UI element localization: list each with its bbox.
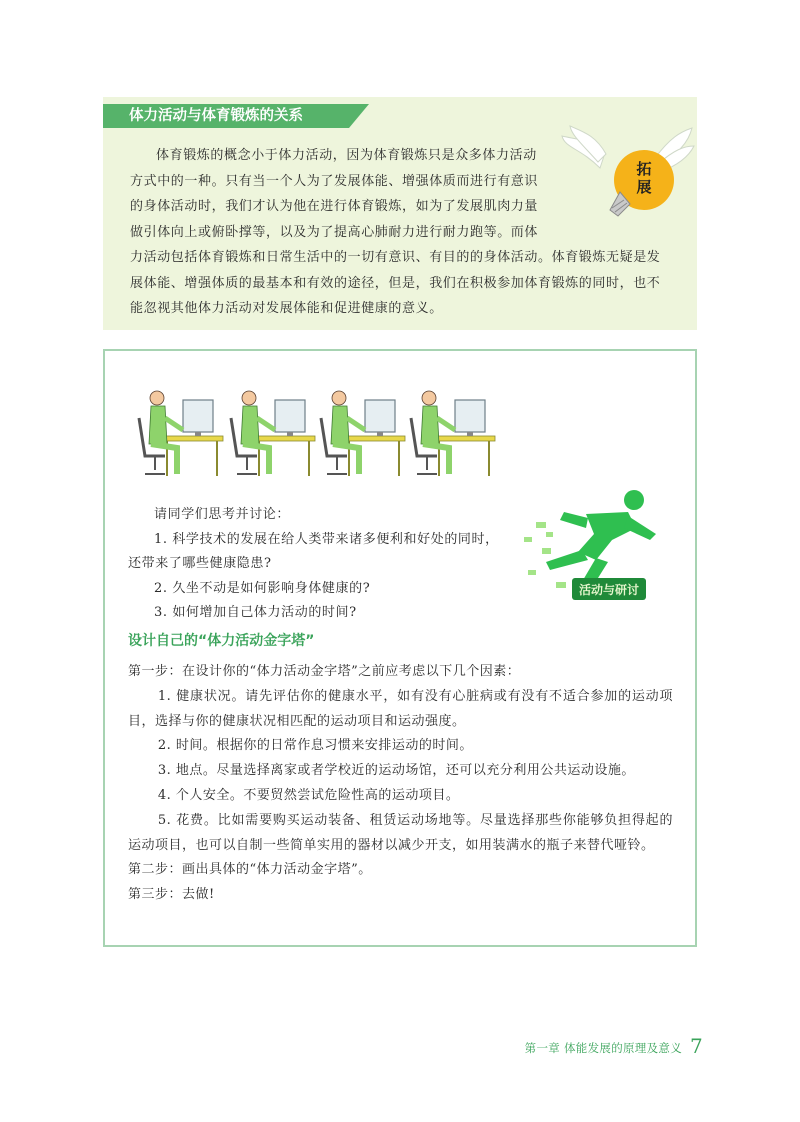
extension-badge-text: 拓展 — [636, 160, 652, 196]
extension-line: 方式中的一种。只有当一个人为了发展体能、增强体质而进行有意识 — [130, 173, 539, 189]
factor-safety: 4. 个人安全。不要贸然尝试危险性高的运动项目。 — [157, 787, 460, 803]
sedentary-workers-illustration — [131, 378, 506, 483]
step-1: 第一步：在设计你的“体力活动金字塔”之前应考虑以下几个因素： — [128, 664, 521, 679]
extension-line: 体育锻炼的概念小于体力活动，因为体育锻炼只是众多体力活动 — [156, 148, 537, 163]
factor-location: 3. 地点。尽量选择离家或者学校近的运动场馆，还可以充分利用公共运动设施。 — [157, 763, 635, 779]
extension-line: 力活动包括体育锻炼和日常生活中的一切有意识、有目的的身体活动。体育锻炼无疑是发 — [130, 250, 661, 265]
extension-line: 展体能、增强体质的最基本和有效的途径，但是，我们在积极参加体育锻炼的同时，也不 — [130, 275, 661, 291]
extension-title: 体力活动与体育锻炼的关系 — [103, 104, 349, 128]
activity-badge-text: 活动与研讨 — [578, 583, 640, 597]
extension-title-tail — [349, 104, 369, 128]
factor-cost: 5. 花费。比如需要购买运动装备、租赁运动场地等。尽量选择那些你能够负担得起的运动项目，也可以自制一些简单实用的器材以减少开支，如用装满水的瓶子来替代哑铃。 — [128, 812, 673, 853]
question-1b: 还带来了哪些健康隐患? — [128, 556, 272, 571]
extension-line: 的身体活动时，我们才认为他在进行体育锻炼，如为了发展肌肉力量 — [130, 199, 539, 214]
chapter-footer: 第一章 体能发展的原理及意义 — [524, 1041, 682, 1055]
extension-line: 做引体向上或俯卧撑等，以及为了提高心肺耐力进行耐力跑等。而体 — [130, 224, 539, 240]
lightbulb-badge-icon — [560, 118, 695, 228]
page-number: 7 — [690, 1034, 703, 1058]
discussion-prompt: 请同学们思考并讨论： — [154, 507, 291, 522]
question-1a: 1. 科学技术的发展在给人类带来诸多便利和好处的同时， — [154, 531, 499, 547]
question-2: 2. 久坐不动是如何影响身体健康的? — [154, 580, 371, 596]
extension-line: 能忽视其他体力活动对发展体能和促进健康的意义。 — [130, 301, 443, 316]
step-2: 第二步：画出具体的“体力活动金字塔”。 — [128, 862, 372, 878]
step-3: 第三步：去做! — [128, 887, 215, 903]
discussion-questions — [128, 503, 528, 626]
design-steps — [128, 660, 673, 908]
design-pyramid-title: 设计自己的“体力活动金字塔” — [128, 633, 315, 649]
worker-figure — [139, 391, 223, 476]
factor-health: 1. 健康状况。请先评估你的健康水平，如有没有心脏病或有没有不适合参加的运动项目，选择与你的健康状况相匹配的运动项目和运动强度。 — [128, 688, 673, 729]
sprinter-icon — [516, 482, 674, 606]
factor-time: 2. 时间。根据你的日常作息习惯来安排运动的时间。 — [157, 738, 473, 754]
question-3: 3. 如何增加自己体力活动的时间? — [154, 605, 357, 620]
